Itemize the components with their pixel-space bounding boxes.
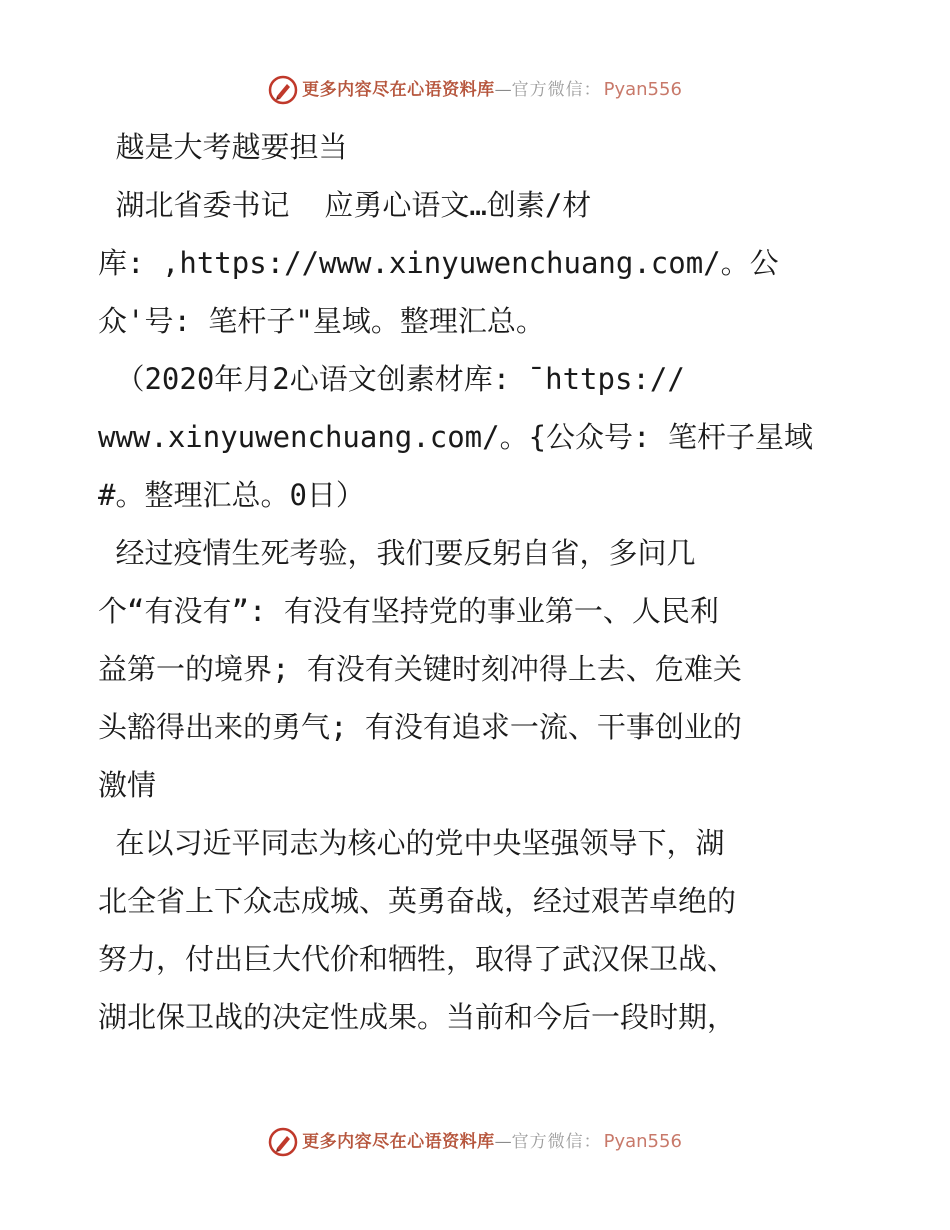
pen-heart-logo-icon xyxy=(268,75,298,105)
header-watermark xyxy=(0,72,950,108)
date-note-line: #。整理汇总。0日） xyxy=(98,478,365,512)
watermark-site-name: 更多内容尽在心语资料库 xyxy=(302,1131,495,1152)
paragraph-line: 经过疫情生死考验，我们要反躬自省，多问几 xyxy=(98,536,696,570)
watermark-dash: — xyxy=(494,79,512,100)
body-paragraph-2 xyxy=(98,814,850,1046)
paragraph-line: 激情 xyxy=(98,768,157,802)
paragraph-line: 益第一的境界; 有没有关键时刻冲得上去、危难关 xyxy=(98,652,742,686)
watermark-wechat-id: Pyan556 xyxy=(603,1131,682,1152)
watermark-official-label: 官方微信： xyxy=(511,1131,602,1152)
paragraph-line: 努力，付出巨大代价和牺牲，取得了武汉保卫战、 xyxy=(98,942,737,976)
byline-line: 库: ,https://www.xinyuwenchuang.com/。公 xyxy=(98,246,779,280)
byline-line: 众'号: 笔杆子"星域。整理汇总。 xyxy=(98,304,545,338)
byline-line: 湖北省委书记 应勇心语文…创素/材 xyxy=(98,188,592,222)
document-title: 越是大考越要担当 xyxy=(98,130,348,164)
paragraph-line: 个“有没有”: 有没有坚持党的事业第一、人民利 xyxy=(98,594,719,628)
byline-paragraph xyxy=(98,176,850,350)
date-note-paragraph xyxy=(98,350,850,524)
footer-watermark xyxy=(0,1124,950,1160)
watermark-official-label: 官方微信： xyxy=(511,79,602,100)
watermark-dash: — xyxy=(494,1131,512,1152)
paragraph-line: 在以习近平同志为核心的党中央坚强领导下，湖 xyxy=(98,826,725,860)
date-note-line: www.xinyuwenchuang.com/。{公众号: 笔杆子星域 xyxy=(98,420,813,454)
watermark-wechat-id: Pyan556 xyxy=(603,79,682,100)
pen-heart-logo-icon xyxy=(268,1127,298,1157)
paragraph-line: 北全省上下众志成城、英勇奋战，经过艰苦卓绝的 xyxy=(98,884,737,918)
body-paragraph-1 xyxy=(98,524,850,814)
document-body xyxy=(98,118,850,1046)
date-note-line: （2020年月2心语文创素材库: ¯https:// xyxy=(98,362,685,396)
paragraph-line: 湖北保卫战的决定性成果。当前和今后一段时期， xyxy=(98,1000,737,1034)
watermark-site-name: 更多内容尽在心语资料库 xyxy=(302,79,495,100)
paragraph-line: 头豁得出来的勇气; 有没有追求一流、干事创业的 xyxy=(98,710,742,744)
